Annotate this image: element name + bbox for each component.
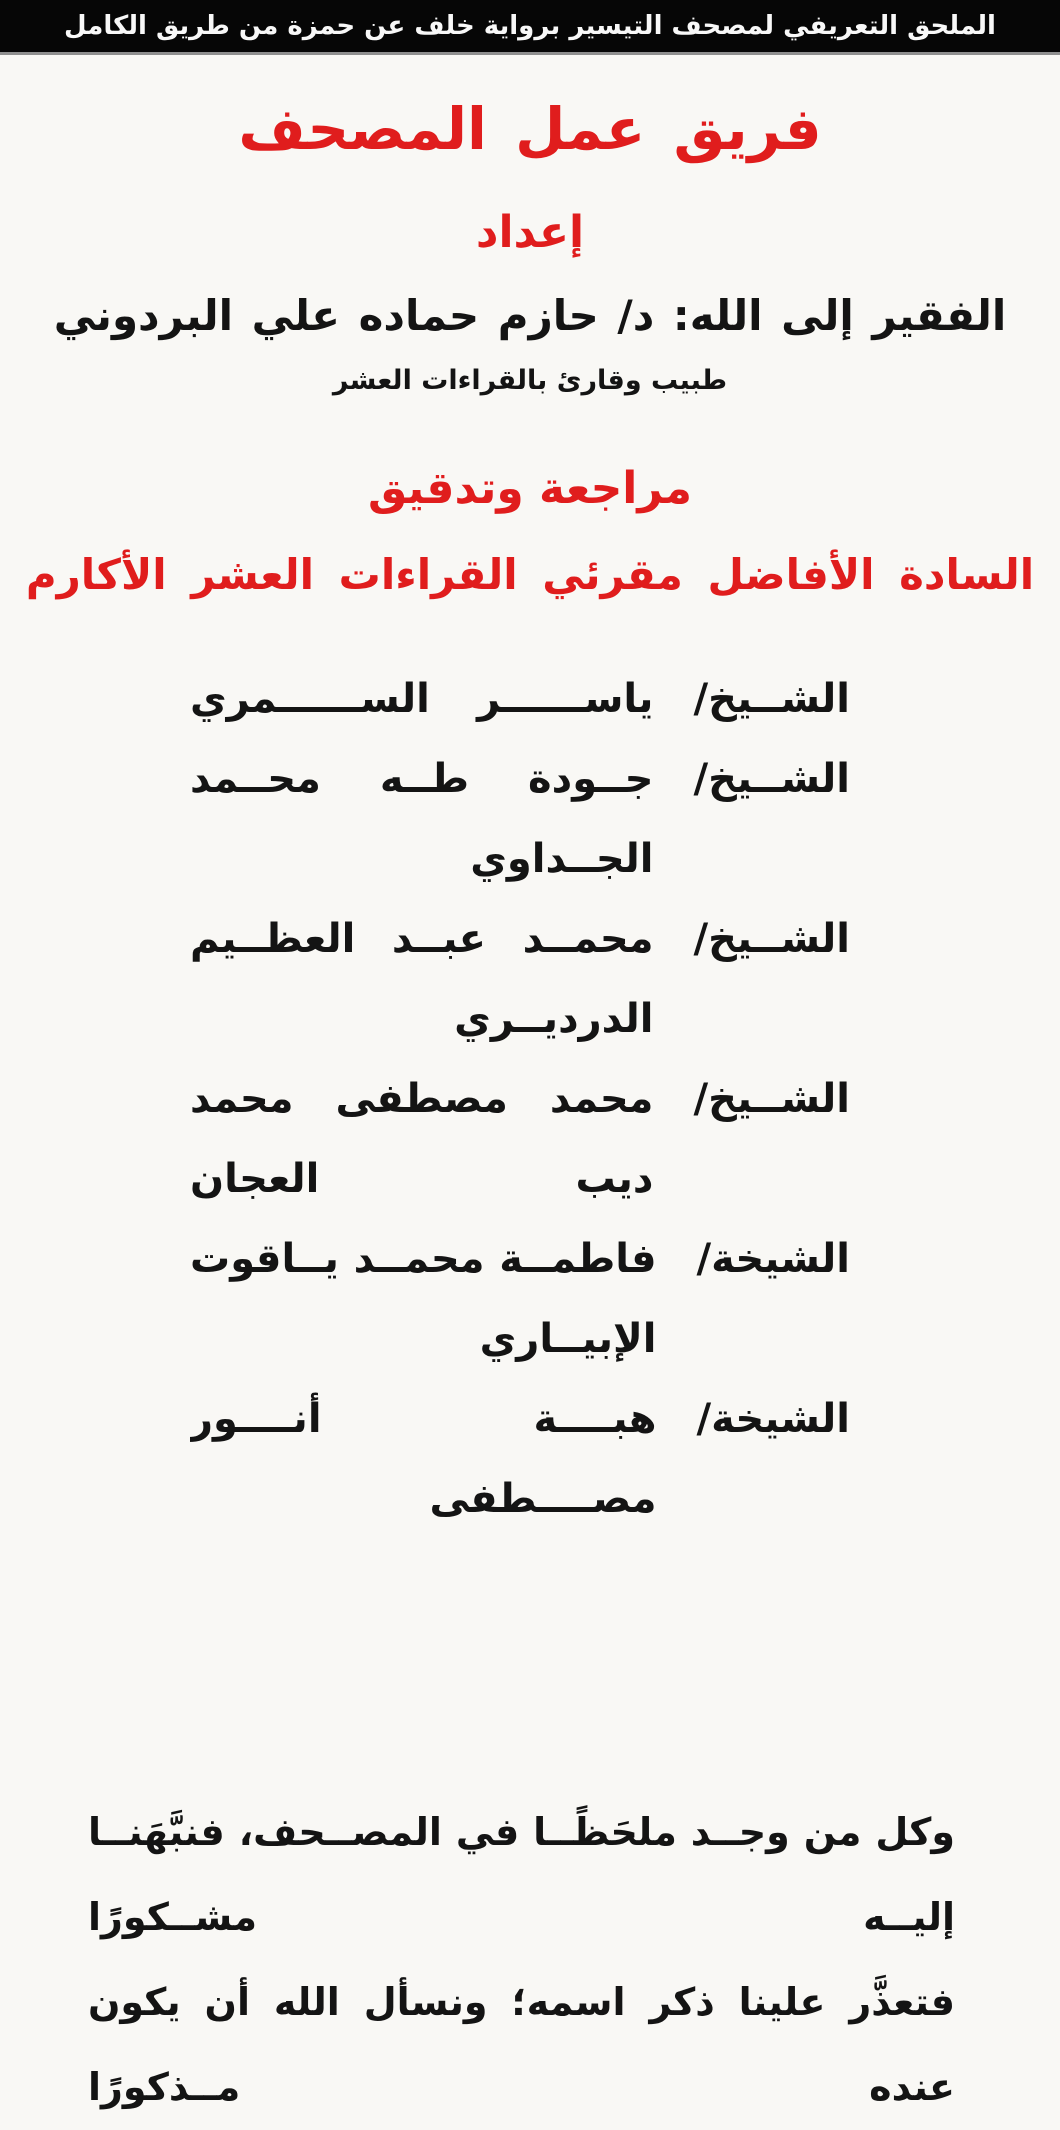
- author-role: طبيب وقارئ بالقراءات العشر: [332, 365, 728, 396]
- reviewer-title: الشيخة/: [696, 1236, 850, 1282]
- reviewer-title: الشــيخ/: [693, 756, 850, 802]
- header-title: الملحق التعريفي لمصحف التيسير برواية خلف عن حمزة من طريق الكامل: [64, 11, 996, 41]
- page-title: فريق عمل المصحف: [238, 95, 822, 163]
- reviewer-title: الشــيخ/: [693, 916, 850, 962]
- reviewer-row: [190, 739, 850, 899]
- reviewer-row: [190, 659, 850, 739]
- reviewer-row: [190, 1059, 850, 1219]
- review-heading: مراجعة وتدقيق: [368, 463, 692, 514]
- reviewer-name: ياســــــر الســــــمري: [190, 676, 654, 722]
- reviewer-title: الشــيخ/: [693, 676, 850, 722]
- prepared-heading: إعداد: [475, 207, 585, 258]
- reviewer-name: محمــد عبــد العظــيم الدرديــري: [190, 916, 654, 1042]
- reviewer-row: [190, 1219, 850, 1379]
- header-bar: [0, 0, 1060, 55]
- reviewers-heading: السادة الأفاضل مقرئي القراءات العشر الأكارم: [25, 550, 1035, 599]
- reviewer-name: فاطمــة محمــد يــاقوت الإبيــاري: [190, 1236, 657, 1362]
- reviewer-name: هبــــة أنــــور مصــــطفى: [190, 1396, 657, 1522]
- closing-paragraph: [88, 1790, 955, 2130]
- reviewer-title: الشــيخ/: [693, 1076, 850, 1122]
- closing-line: وكل من وجــد ملحَظًــا في المصــحف، فنبَّهَنــا إليــه مشــكورًا: [88, 1810, 955, 1939]
- reviewer-row: [190, 899, 850, 1059]
- reviewer-title: الشيخة/: [696, 1396, 850, 1442]
- closing-line: فتعذَّر علينا ذكر اسمه؛ ونسأل الله أن يكون عنده مــذكورًا: [88, 1980, 955, 2109]
- reviewer-name: جــودة طــه محــمد الجــداوي: [190, 756, 654, 882]
- reviewer-row: [190, 1379, 850, 1539]
- reviewer-name: محمد مصطفى محمد ديب العجان: [190, 1076, 654, 1202]
- reviewer-list: [190, 659, 850, 1539]
- author-name: الفقير إلى الله: د/ حازم حماده علي البردوني: [53, 291, 1007, 340]
